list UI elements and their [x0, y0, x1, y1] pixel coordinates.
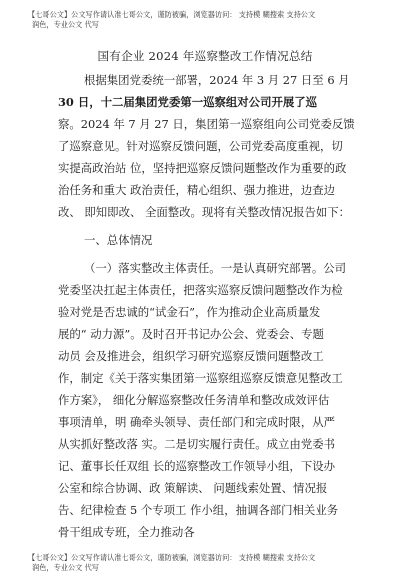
paragraph-line: 根据集团党委统一部署，2024 年 3 月 27 日至 6 月	[84, 73, 350, 87]
paragraph-line: 展的“ 动力源”。及时召开书记办公会、党委会、专题	[58, 327, 324, 341]
paragraph-line: 改、 即知即改、 全面整改。现将有关整改情况报告如下：	[58, 205, 351, 219]
paragraph-line: 察。2024 年 7 月 27 日，集团第一巡察组向公司党委反馈	[58, 117, 355, 131]
footer-line-1: 【七哥公文】公文写作请认准七哥公文，谨防被骗，浏览器访问： 支持模 糊搜索 支持公文	[28, 553, 316, 562]
paragraph-line: 从实抓好整改落 实。二是切实履行责任。成立由党委书	[58, 437, 335, 451]
paragraph-line: 作，制定《关于落实集团第一巡察组巡察反馈意见整改工	[58, 371, 343, 385]
paragraph-line: 事项清单，明 确牵头领导、责任部门和完成时限，从严	[58, 415, 335, 429]
paragraph-line: 作方案》， 细化分解巡察整改任务清单和整改成效评估	[58, 393, 330, 407]
paragraph-line: 了巡察意见。针对巡察反馈问题，公司党委高度重视，切	[58, 139, 343, 153]
section-heading: 一、总体情况	[84, 233, 153, 247]
page-header	[28, 10, 388, 30]
paragraph-line: （一）落实整改主体责任。一是认真研究部署。公司	[84, 261, 346, 275]
footer-line-2: 润色，专业公文 代写	[32, 563, 99, 572]
paragraph-line: 30 日，十二届集团党委第一巡察组对公司开展了巡	[58, 95, 318, 109]
paragraph-line: 党委坚决扛起主体责任，把落实巡察反馈问题整改作为检	[58, 283, 343, 297]
page-footer	[28, 553, 388, 573]
document-title: 国有企业 2024 年巡察整改工作情况总结	[97, 49, 313, 63]
paragraph-line: 实提高政治站 位，坚持把巡察反馈问题整改作为重要的政	[58, 161, 347, 175]
header-line-1: 【七哥公文】公文写作请认准七哥公文，谨防被骗，浏览器访问： 支持模 糊搜索 支持公文	[28, 10, 316, 19]
paragraph-line: 公室和综合协调、政 策解读、 问题线索处置、情况报	[58, 481, 328, 495]
paragraph-line: 告、纪律检查 5 个专项工 作小组，抽调各部门相关业务	[58, 503, 339, 517]
paragraph-line: 治任务和重大 政治责任，精心组织、强力推进，边查边	[58, 183, 335, 197]
paragraph-line: 验对党是否忠诚的“试金石”，作为推动企业高质量发	[58, 305, 321, 319]
paragraph-line: 记、董事长任双组 长的巡察整改工作领导小组，下设办	[58, 459, 335, 473]
header-line-2: 润色，专业公文 代写	[32, 20, 99, 29]
paragraph-line: 骨干组成专班，全力推动各	[58, 525, 195, 539]
paragraph-line: 动员 会及推进会，组织学习研究巡察反馈问题整改工	[58, 349, 324, 363]
